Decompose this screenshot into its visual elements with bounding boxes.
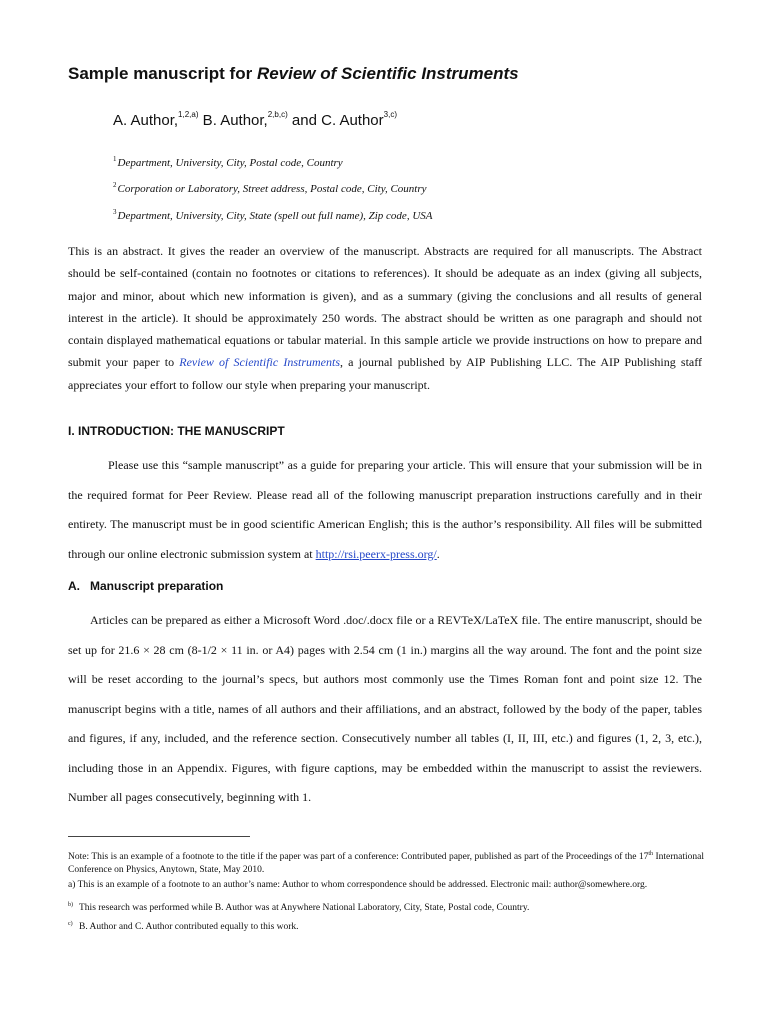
affiliation-text: Corporation or Laboratory, Street address, Postal code, City, Country (117, 183, 427, 195)
affiliation-text: Department, University, City, Postal code, Country (117, 157, 343, 169)
abstract (68, 240, 702, 396)
author-list (113, 110, 397, 129)
abstract-text-end: , a journal published by AIP Publishing LLC. The AIP Publishing staff appreciates your effort to follow our style when preparing your manuscript. (68, 355, 703, 392)
footnote-text: This research was performed while B. Author was at Anywhere National Laboratory, City, State, Postal code, Country. (79, 903, 530, 913)
author-c-affiliation-marks: 3,c) (383, 110, 397, 119)
footnote-mark: b) (68, 902, 73, 908)
footnote-title-note (68, 848, 704, 877)
footnote-b (68, 899, 704, 915)
introduction-paragraph (68, 451, 702, 569)
paper-title (68, 64, 519, 84)
footnote-mark: c) (68, 921, 73, 927)
subsection-title: Manuscript preparation (90, 579, 224, 593)
author-a-name: A. Author, (113, 112, 179, 129)
introduction-text: Please use this “sample manuscript” as a guide for preparing your article. This will ensure that your submission will be in the required format for Peer Review. Please read all of the following manuscript preparation instructions carefully and in their entirety. The manuscript must be in good scientific American English; this is the author’s responsibility. All files will be submitted through our online electronic submission system at (68, 458, 702, 561)
affiliation-number: 1 (113, 155, 117, 163)
footnote-text: B. Author and C. Author contributed equally to this work. (79, 922, 299, 932)
footnote-text: Note: This is an example of a footnote to the title if the paper was part of a conference: Contributed paper, published as part of the Proceedings of the 17 (68, 852, 649, 862)
footnote-ordinal: th (648, 851, 654, 857)
submission-url-link[interactable]: http://rsi.peerx-press.org/ (315, 546, 437, 561)
title-prefix: Sample manuscript for (68, 64, 257, 83)
footnote-text-end: International Conference on Physics, Anytown, State, May 2010. (68, 852, 704, 875)
affiliation-number: 3 (113, 208, 117, 216)
affiliation-2 (113, 181, 427, 195)
footnote-a: a) This is an example of a footnote to an author’s name: Author to whom correspondence should be addressed. Electronic mail: author@somewhere.org. (68, 880, 648, 890)
author-a-affiliation-marks: 1,2,a) (178, 110, 199, 119)
affiliation-3 (113, 208, 432, 222)
subsection-number: A. (68, 579, 80, 593)
footnote-c (68, 918, 704, 934)
affiliation-number: 2 (113, 181, 117, 189)
abstract-text: This is an abstract. It gives the reader an overview of the manuscript. Abstracts are required for all manuscripts. The Abstract should be self-contained (contain no footnotes or citations to references). It should be adequate as an index (giving all subjects, major and minor, about which new information is given), and as a summary (giving the conclusions and all results of general interest in the article). It should be approximately 250 words. The abstract should be written as one paragraph and should not contain displayed mathematical equations or tabular material. In this sample article we provide instructions on how to prepare and submit your paper to (68, 244, 702, 370)
affiliation-1 (113, 155, 343, 169)
author-b-affiliation-marks: 2,b,c) (267, 110, 288, 119)
author-b-name: B. Author, (198, 112, 268, 129)
affiliation-text: Department, University, City, State (spell out full name), Zip code, USA (117, 210, 433, 222)
footnote-separator (68, 836, 250, 837)
introduction-text-end: . (436, 546, 440, 561)
section-heading-introduction: I. INTRODUCTION: THE MANUSCRIPT (68, 424, 285, 438)
subsection-heading-manuscript-preparation (68, 579, 223, 593)
manuscript-preparation-paragraph: Articles can be prepared as either a Microsoft Word .doc/.docx file or a REVTeX/LaTeX file. The entire manuscript, should be set up for 21.6 × 28 cm (8-1/2 × 11 in. or A4) pages with 2.54 cm (1 in.) margins all the way around. The font and the point size will be reset according to the journal’s specs, but authors most commonly use the Times Roman font and point size 12. The manuscript begins with a title, names of all authors and their affiliations, and an abstract, followed by the body of the paper, tables and figures, if any, included, and the reference section. Consecutively number all tables (I, II, III, etc.) and figures (1, 2, 3, etc.), including those in an Appendix. Figures, with figure captions, may be embedded within the manuscript to assist the reviewers. Number all pages consecutively, beginning with 1. (68, 613, 702, 804)
journal-link[interactable]: Review of Scientific Instruments (179, 355, 341, 370)
title-journal-name: Review of Scientific Instruments (256, 64, 519, 83)
author-c-name: and C. Author (287, 112, 384, 129)
